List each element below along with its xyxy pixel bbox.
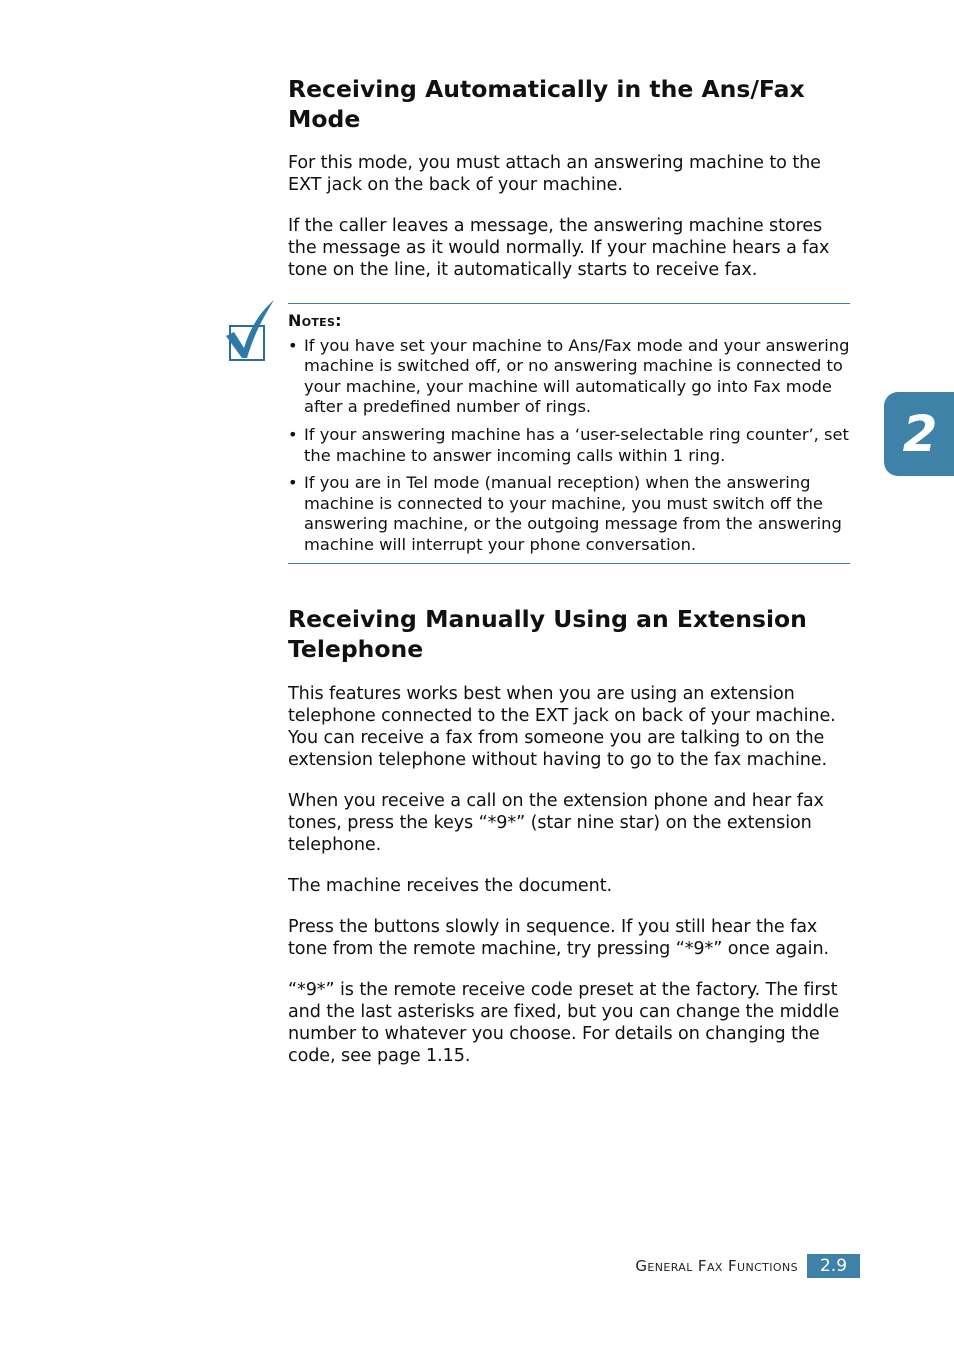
paragraph: The machine receives the document. xyxy=(288,876,612,897)
paragraph: Press the buttons slowly in sequence. If you still hear the fax tone from the remote machine, try pressing “*9*” once again. xyxy=(288,917,829,960)
page-number: 2.9 xyxy=(807,1254,860,1278)
notes-title: Notes: xyxy=(288,311,342,330)
chapter-tab xyxy=(884,392,954,476)
section-heading: Receiving Manually Using an Extension Telephone xyxy=(288,605,807,664)
page-content xyxy=(288,74,850,1067)
page-footer xyxy=(560,1254,860,1278)
footer-section-name: General Fax Functions xyxy=(635,1257,798,1275)
chapter-number: 2 xyxy=(902,405,938,463)
checkmark-note-icon xyxy=(224,298,276,362)
note-item: • If your answering machine has a ‘user-selectable ring counter’, set the machine to answer incoming calls within 1 ring. xyxy=(288,425,850,466)
paragraph: When you receive a call on the extension phone and hear fax tones, press the keys “*9*” (star nine star) on the extension telephone. xyxy=(288,791,824,856)
paragraph: “*9*” is the remote receive code preset at the factory. The first and the last asterisks are fixed, but you can change the middle number to whatever you choose. For details on changing the code, see page 1.15. xyxy=(288,980,840,1067)
paragraph: This features works best when you are using an extension telephone connected to the EXT jack on back of your machine. You can receive a fax from someone you are talking to on the extension telephone without having to go to the fax machine. xyxy=(288,684,836,771)
section-manual-receive xyxy=(288,604,850,1067)
note-item: • If you are in Tel mode (manual reception) when the answering machine is connected to your machine, you must switch off the answering machine, or the outgoing message from the answering machine will interrupt your phone conversation. xyxy=(288,473,850,555)
paragraph: For this mode, you must attach an answering machine to the EXT jack on the back of your machine. xyxy=(288,153,821,195)
section-heading: Receiving Automatically in the Ans/Fax Mode xyxy=(288,75,805,133)
notes-box xyxy=(288,303,850,564)
note-item: • If you have set your machine to Ans/Fax mode and your answering machine is switched off, or no answering machine is connected to your machine, your machine will automatically go into Fax mode after a predefined number of rings. xyxy=(288,336,850,418)
paragraph: If the caller leaves a message, the answering machine stores the message as it would normally. If your machine hears a fax tone on the line, it automatically starts to receive fax. xyxy=(288,216,830,280)
section-auto-receive xyxy=(288,74,850,281)
notes-list xyxy=(288,336,850,555)
